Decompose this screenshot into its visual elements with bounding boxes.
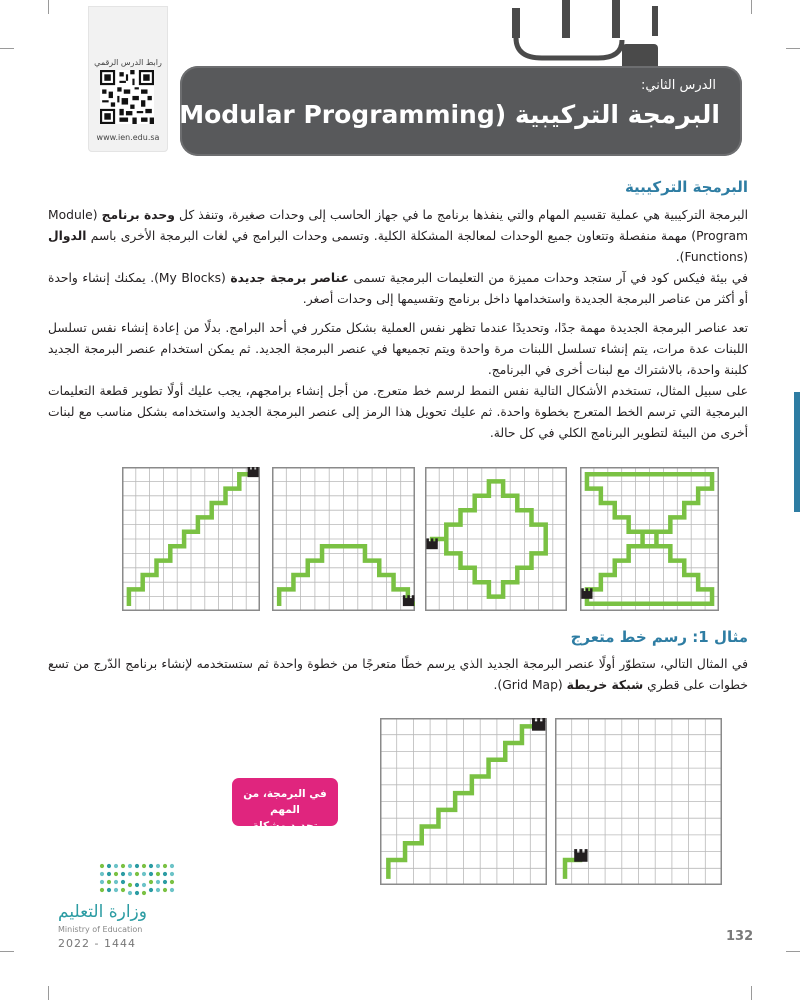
logo-dots xyxy=(100,864,174,895)
ministry-name-english: Ministry of Education xyxy=(58,925,143,934)
paragraph xyxy=(48,205,748,268)
text-run: (My Blocks). يمكنك إنشاء واحدة أو أكثر من عناصر البرمجة الجديدة واستخدامها داخل برنامج وتقسيمها إلى وحدات أصغر. xyxy=(48,271,748,306)
text-run: على سبيل المثال، تستخدم الأشكال التالية نفس النمط لرسم خط متعرج. من أجل إنشاء برامجهم، يجب عليك أولًا تطوير قطعة التعليمات البرمجية التي ترسم الخط المتعرج بخطوة واحدة. ثم عليك تحويل هذا الرمز إلى عنصر البرمجة الجديد واستخدامه بشكل مناسب مع لبنات أخرى من البيئة لتطوير البرنامج الكلي في كل حالة. xyxy=(48,384,748,440)
example-heading: مثال 1: رسم خط متعرج xyxy=(570,628,748,646)
page-number: 132 xyxy=(726,929,754,944)
ministry-name-arabic: وزارة التعليم xyxy=(58,902,147,922)
tip-line: في البرمجة، من المهم xyxy=(243,788,327,816)
qr-label: رابط الدرس الرقمي xyxy=(94,58,162,67)
crop-mark xyxy=(48,986,49,1000)
bold-term: شبكة خريطة xyxy=(566,678,644,692)
lesson-label: الدرس الثاني: xyxy=(641,78,716,93)
crop-mark xyxy=(751,0,752,14)
qr-code-icon[interactable] xyxy=(100,70,154,124)
text-run: في بيئة فيكس كود في آر ستجد وحدات مميزة من التعليمات البرمجية تسمى xyxy=(348,271,748,285)
text-run: (Module Program) مهمة منفصلة وتتعاون جميع الوحدات لمعالجة المشكلة الكلية. وتسمى وحدات البرامج في لغات البرمجة الأخرى باسم xyxy=(48,208,748,243)
crop-mark xyxy=(751,986,752,1000)
crop-mark xyxy=(0,951,14,952)
text-run: (Functions). xyxy=(675,250,748,264)
robot-icon xyxy=(574,849,587,862)
paragraph xyxy=(48,381,748,444)
digital-lesson-link[interactable] xyxy=(88,6,168,152)
crop-mark xyxy=(0,48,14,49)
zigzag-pattern-line xyxy=(279,546,415,604)
robot-icon xyxy=(532,718,545,731)
paragraph xyxy=(48,268,748,310)
section-heading: البرمجة التركيبية xyxy=(624,178,748,196)
binder-clip-decoration xyxy=(502,0,682,72)
lesson-title-banner xyxy=(167,66,742,156)
tip-box xyxy=(232,778,338,848)
text-run: في المثال التالي، ستطوّر أولًا عنصر البرمجة الجديد الذي يرسم خطًا متعرجًا من خطوة واحدة ثم ستستخدمه لإنشاء برنامج الدّرج من تسع خطوات على قطري xyxy=(48,657,748,692)
pattern-figure-diamond xyxy=(425,467,567,611)
example-grid-staircase xyxy=(380,718,547,885)
robot-icon xyxy=(581,588,592,599)
bold-term: عناصر برمجة جديدة xyxy=(230,271,349,285)
crop-mark xyxy=(48,0,49,14)
tip-line: تحديد مشكلة الأنماط. xyxy=(252,820,318,848)
paragraph xyxy=(48,654,748,696)
robot-icon xyxy=(248,467,259,477)
paragraph xyxy=(48,318,748,381)
example-grid-single-step xyxy=(555,718,722,885)
text-run: البرمجة التركيبية هي عملية تقسيم المهام والتي ينفذها برنامج ما في جهاز الحاسب إلى وحدات صغيرة، وتنفذ كل xyxy=(174,208,748,222)
edition-year: 2022 - 1444 xyxy=(58,937,136,950)
ministry-logo-icon xyxy=(98,860,178,900)
qr-url: www.ien.edu.sa xyxy=(96,133,160,142)
lesson-title: البرمجة التركيبية (Modular Programming) xyxy=(167,100,720,129)
page-edge-tab xyxy=(794,392,800,512)
text-run: تعد عناصر البرمجة الجديدة مهمة جدًا، وتحديدًا عندما تظهر نفس العملية بشكل متكرر في أحد البرامج. بدلًا من إعادة إنشاء نفس تسلسل اللبنات عدة مرات، يتم إنشاء تسلسل اللبنات مرة واحدة ويتم تجميعها في عنصر البرمجة الجديد. ثم يمكن استخدام عنصر البرمجة الجديد كلبنة واحدة، بالاشتراك مع لبنات أخرى في البرنامج. xyxy=(48,321,748,377)
pattern-figure-diagonal-staircase xyxy=(122,467,260,611)
bold-term: وحدة برنامج xyxy=(101,208,175,222)
robot-icon xyxy=(403,595,414,606)
text-run: (Grid Map). xyxy=(493,678,567,692)
crop-mark xyxy=(786,951,800,952)
robot-icon xyxy=(426,538,437,549)
bold-term: الدوال xyxy=(48,229,87,243)
crop-mark xyxy=(786,48,800,49)
pattern-figure-hourglass xyxy=(580,467,719,611)
pattern-figure-pyramid xyxy=(272,467,415,611)
